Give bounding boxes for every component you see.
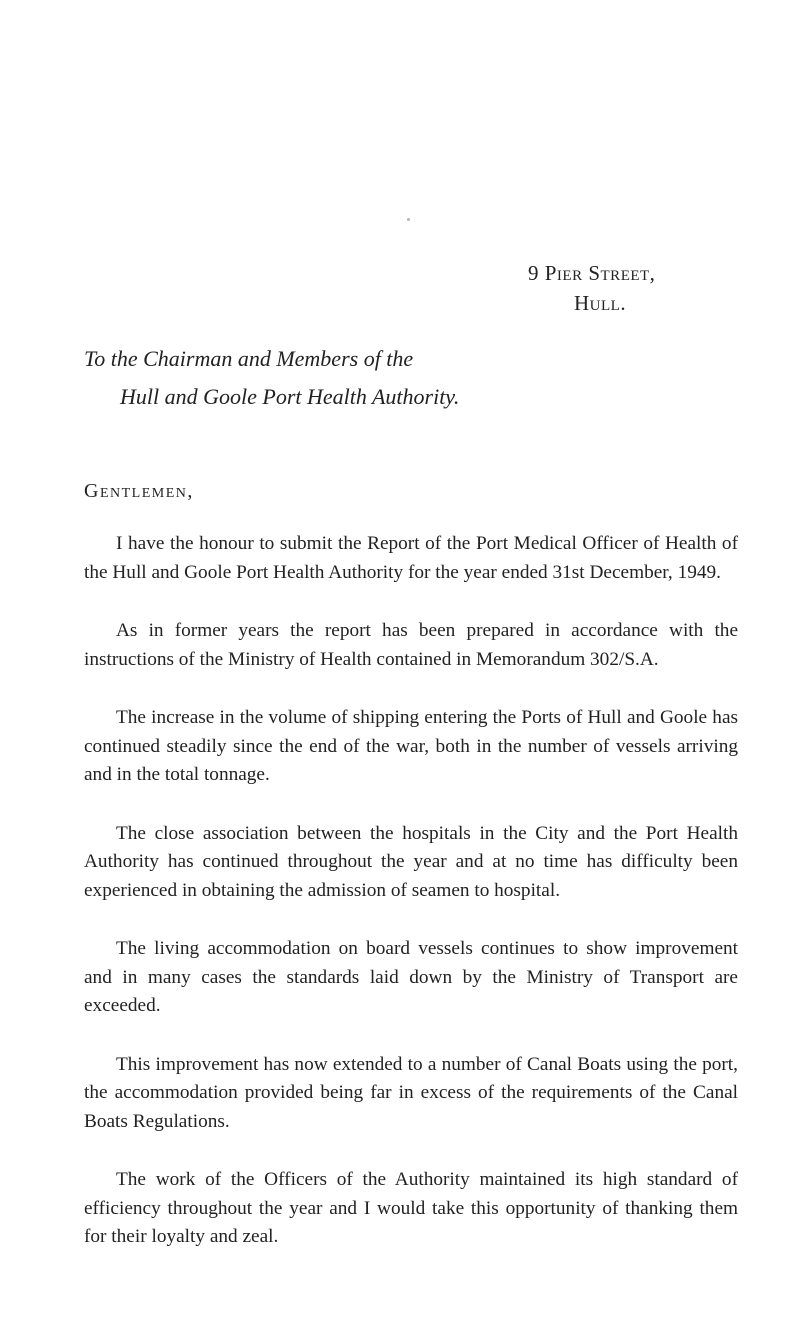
address-street: 9 Pier Street,	[528, 261, 656, 285]
stray-mark	[407, 218, 410, 221]
letter-body	[84, 530, 738, 1282]
addressee-line-1: To the Chairman and Members of the	[84, 346, 414, 371]
address-city: Hull.	[574, 291, 627, 315]
paragraph: The close association between the hospitals in the City and the Port Health Authority has continued throughout the year and at no time has difficulty been experienced in obtaining the admission of seamen to hospital.	[84, 822, 738, 901]
paragraph: This improvement has now extended to a number of Canal Boats using the port, the accommodation provided being far in excess of the requirements of the Canal Boats Regulations.	[84, 1053, 738, 1132]
addressee-line-2: Hull and Goole Port Health Authority.	[120, 384, 460, 409]
paragraph: As in former years the report has been prepared in accordance with the instructions of the Ministry of Health contained in Memorandum 302/S.A.	[84, 620, 738, 670]
paragraph: The work of the Officers of the Authority maintained its high standard of efficiency throughout the year and I would take this opportunity of thanking them for their loyalty and zeal.	[84, 1169, 738, 1247]
addressee-block	[84, 340, 459, 416]
salutation: Gentlemen,	[84, 480, 194, 502]
paragraph: The living accommodation on board vessels continues to show improvement and in many cases the standards laid down by the Ministry of Transport are exceeded.	[84, 938, 738, 1016]
sender-address	[528, 258, 655, 318]
paragraph: I have the honour to submit the Report of the Port Medical Officer of Health of the Hull and Goole Port Health Authority for the year ended 31st December, 1949.	[84, 533, 738, 583]
paragraph: The increase in the volume of shipping entering the Ports of Hull and Goole has continued steadily since the end of the war, both in the number of vessels arriving and in the total tonnage.	[84, 707, 738, 785]
